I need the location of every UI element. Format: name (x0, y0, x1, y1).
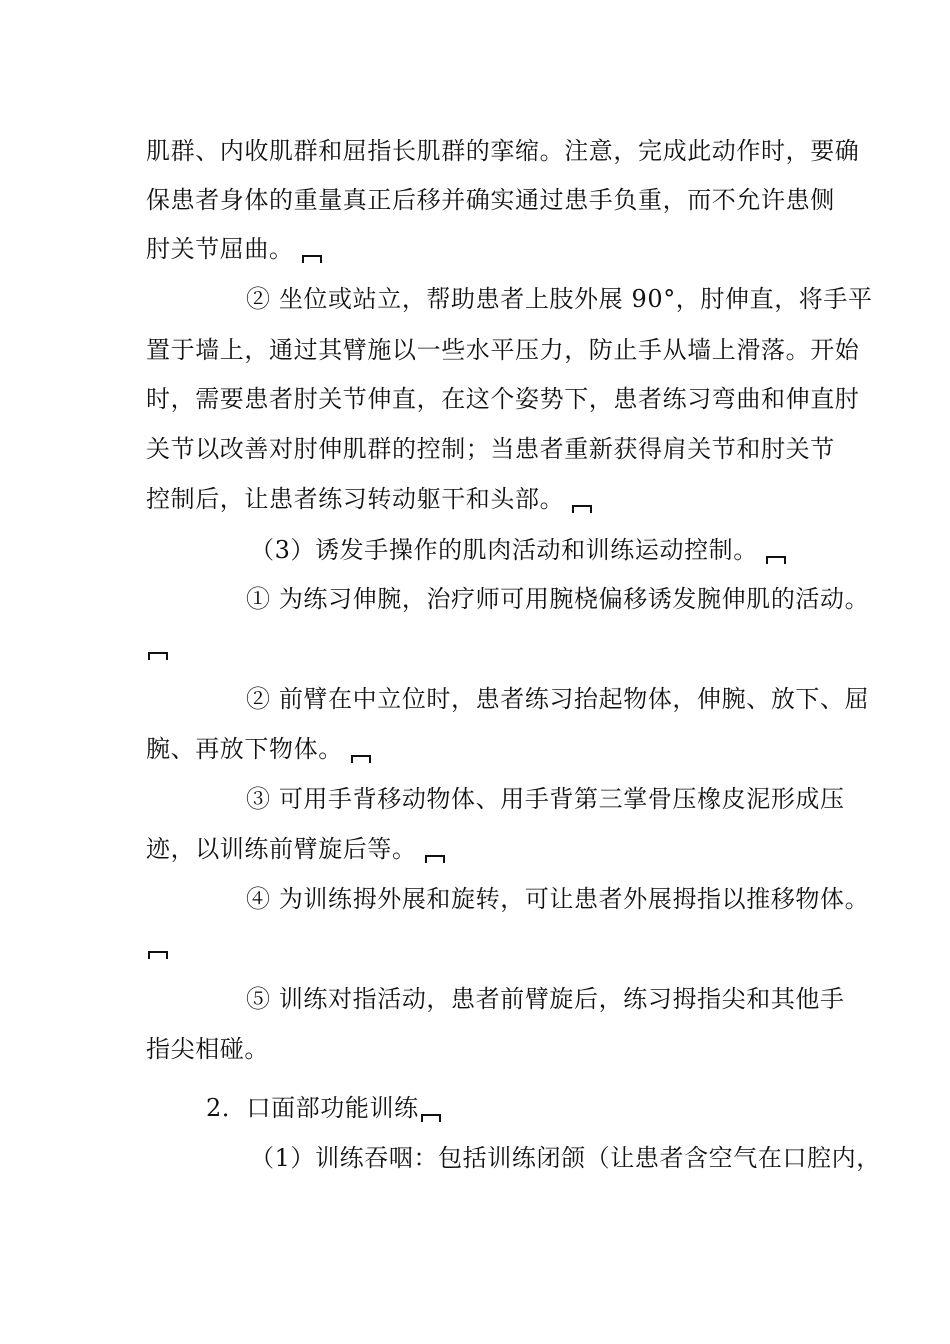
text-line: 关节以改善对肘伸肌群的控制；当患者重新获得肩关节和肘关节 (146, 435, 835, 463)
paragraph-mark-icon (351, 755, 371, 763)
text-line: 时，需要患者肘关节伸直，在这个姿势下，患者练习弯曲和伸直肘 (146, 385, 860, 413)
text-line (250, 535, 786, 565)
text-line-content: 迹，以训练前臂旋后等。 (146, 835, 417, 863)
text-line-content: 控制后，让患者练习转动躯干和头部。 (146, 485, 565, 513)
paragraph-mark-icon (425, 855, 445, 863)
section-heading (206, 1093, 441, 1123)
paragraph-mark-icon (148, 652, 168, 660)
text-line: （1）训练吞咽：包括训练闭颌（让患者含空气在口腔内， (250, 1144, 881, 1172)
text-line (146, 234, 322, 264)
paragraph-mark-icon (572, 505, 592, 513)
text-line (146, 834, 445, 864)
paragraph-mark-icon (421, 1114, 441, 1122)
text-line-content: 腕、再放下物体。 (146, 735, 343, 763)
text-line-content: 肘关节屈曲。 (146, 235, 294, 263)
text-line-content: （3）诱发手操作的肌肉活动和训练运动控制。 (250, 536, 758, 564)
text-line (146, 734, 371, 764)
text-line: ② 前臂在中立位时，患者练习抬起物体，伸腕、放下、屈 (246, 685, 870, 713)
text-line: ② 坐位或站立，帮助患者上肢外展 90°，肘伸直，将手平 (246, 285, 873, 313)
text-line: 置于墙上，通过其臂施以一些水平压力，防止手从墙上滑落。开始 (146, 336, 860, 364)
text-line: 保患者身体的重量真正后移并确实通过患手负重，而不允许患侧 (146, 186, 835, 214)
text-line (146, 484, 592, 514)
text-line: 指尖相碰。 (146, 1035, 269, 1063)
paragraph-mark-icon (148, 951, 168, 959)
text-line: ④ 为训练拇外展和旋转，可让患者外展拇指以推移物体。 (246, 885, 870, 913)
text-line: 肌群、内收肌群和屈指长肌群的挛缩。注意，完成此动作时，要确 (146, 137, 860, 165)
text-line: ③ 可用手背移动物体、用手背第三掌骨压橡皮泥形成压 (246, 785, 845, 813)
text-line: ① 为练习伸腕，治疗师可用腕桡偏移诱发腕伸肌的活动。 (246, 585, 870, 613)
paragraph-mark-icon (766, 556, 786, 564)
paragraph-mark-icon (302, 255, 322, 263)
text-line-content: 2．口面部功能训练 (206, 1094, 419, 1122)
text-line: ⑤ 训练对指活动，患者前臂旋后，练习拇指尖和其他手 (246, 985, 845, 1013)
